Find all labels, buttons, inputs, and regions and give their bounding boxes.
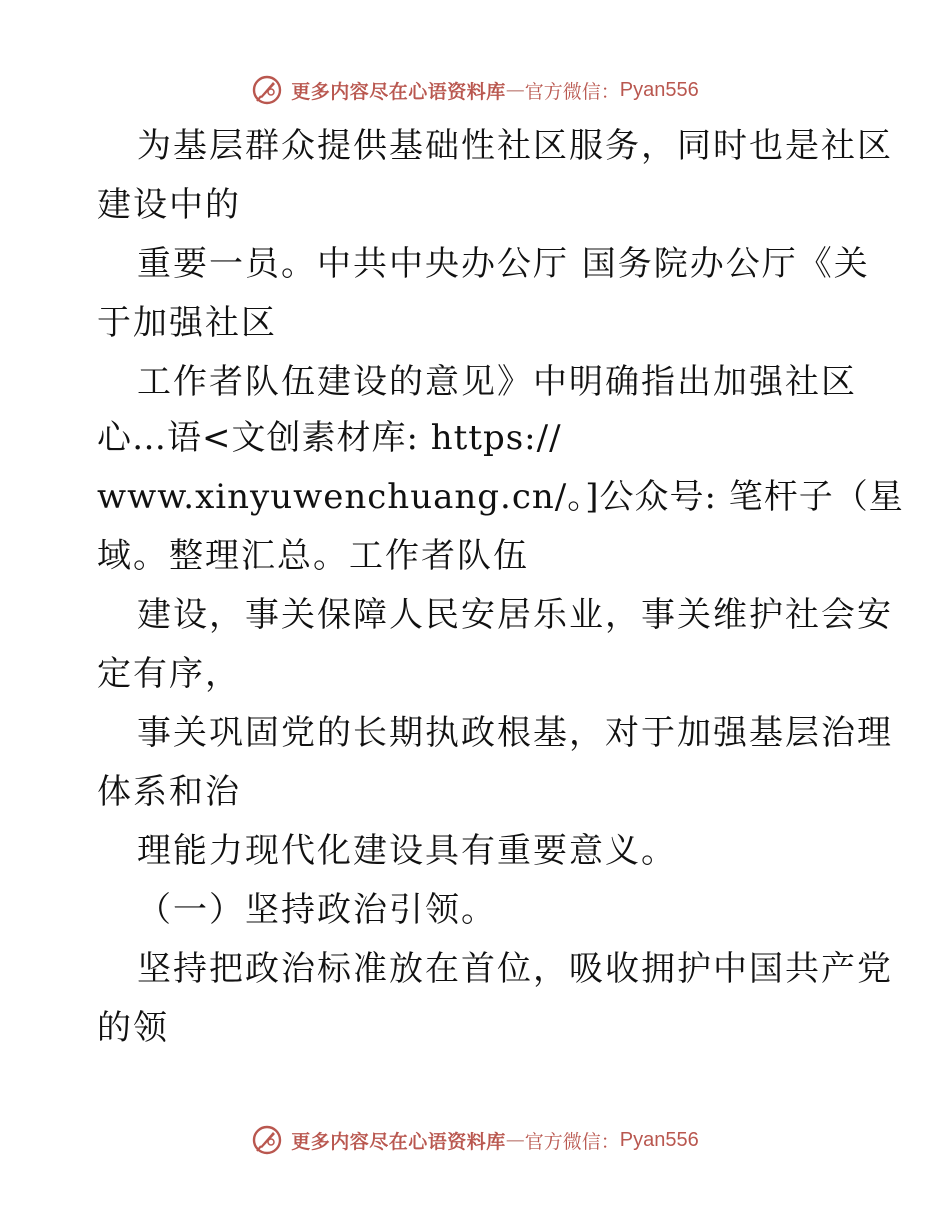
- header-banner-dash: —: [505, 79, 525, 101]
- body-line: www.xinyuwenchuang.cn/。]公众号: 笔杆子（星: [97, 477, 904, 517]
- footer-banner: [0, 1120, 950, 1160]
- body-line: 于加强社区: [97, 303, 277, 343]
- body-line: 理能力现代化建设具有重要意义。: [137, 831, 677, 871]
- header-wechat-label: 官方微信：: [524, 80, 620, 103]
- body-line: 重要一员。中共中央办公厅 国务院办公厅《关: [137, 244, 870, 284]
- body-line: 体系和治: [97, 772, 241, 812]
- body-line: 工作者队伍建设的意见》中明确指出加强社区: [137, 362, 857, 402]
- section-heading: （一）坚持政治引领。: [137, 890, 497, 930]
- footer-banner-text: 更多内容尽在心语资料库: [291, 1130, 506, 1153]
- feather-pen-logo-icon: [251, 74, 283, 106]
- body-line: 定有序，: [97, 654, 241, 694]
- feather-pen-logo-icon: [251, 1124, 283, 1156]
- footer-wechat-account: Pyan556: [619, 1128, 699, 1151]
- body-line: 建设中的: [97, 185, 241, 225]
- body-line: 心…语<文创素材库: https://: [97, 418, 562, 458]
- body-line: 为基层群众提供基础性社区服务，同时也是社区: [137, 126, 893, 166]
- body-line: 坚持把政治标准放在首位，吸收拥护中国共产党: [137, 949, 893, 989]
- body-line: 事关巩固党的长期执政根基，对于加强基层治理: [137, 713, 893, 753]
- header-wechat-account: Pyan556: [619, 78, 699, 101]
- footer-wechat-label: 官方微信：: [524, 1130, 620, 1153]
- header-banner: [0, 70, 950, 110]
- body-line: 建设，事关保障人民安居乐业，事关维护社会安: [137, 595, 893, 635]
- header-banner-text: 更多内容尽在心语资料库: [291, 80, 506, 103]
- body-line: 域。整理汇总。工作者队伍: [97, 536, 529, 576]
- body-line: 的领: [97, 1008, 169, 1048]
- footer-banner-dash: —: [505, 1129, 525, 1151]
